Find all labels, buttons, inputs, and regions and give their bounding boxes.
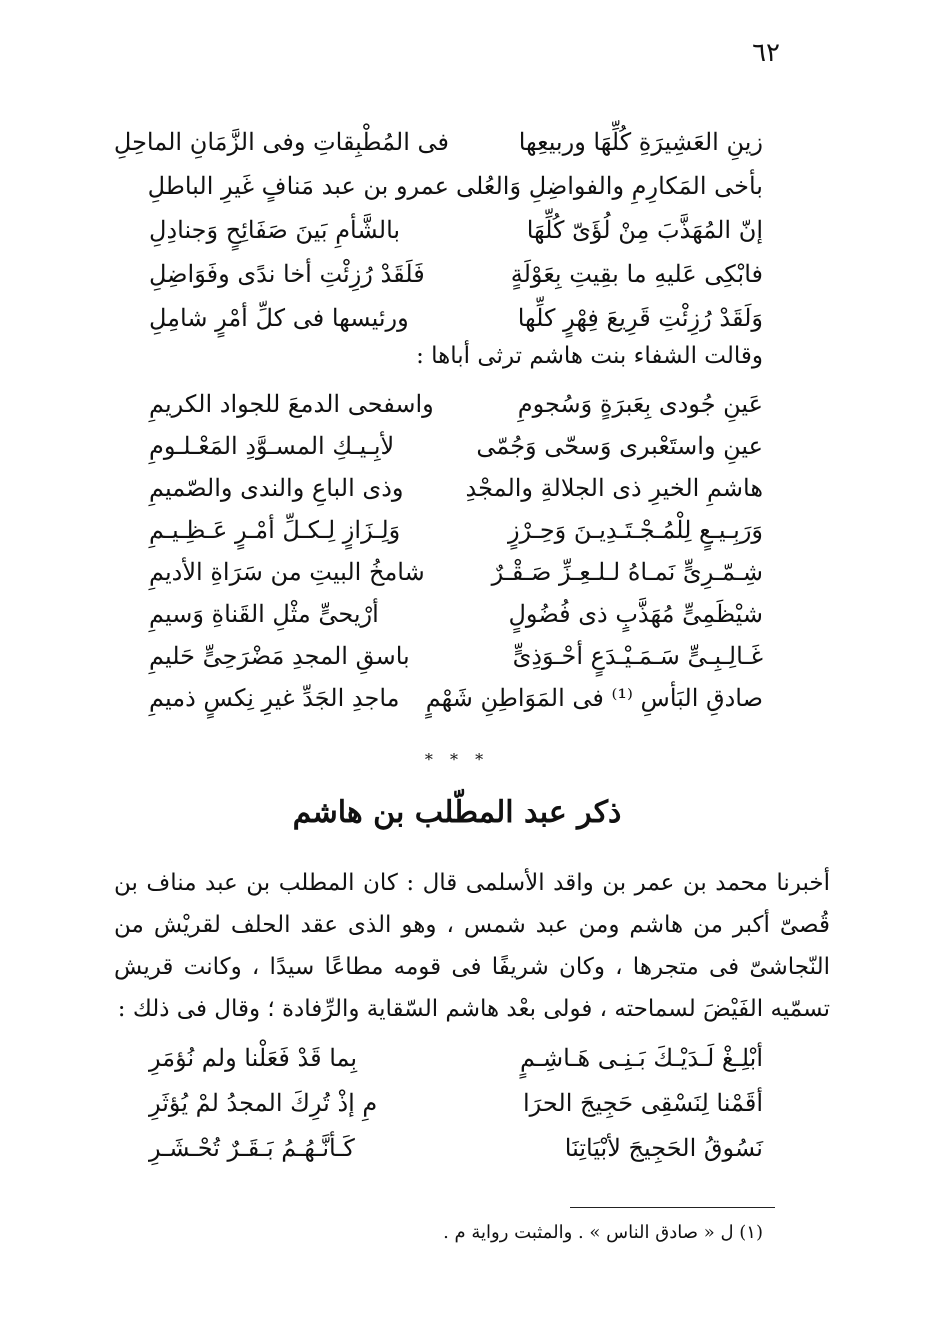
verse [149, 518, 763, 560]
section-title: ذكر عبد المطّلب بن هاشم [292, 795, 622, 830]
footnote-divider [570, 1207, 775, 1208]
second-hemistich: ورئيسها فى كلِّ أمْرٍ شامِلِ [149, 304, 409, 332]
first-hemistich: غَـالِـبِـىٍّ سَـمَـيْـدَعٍ أحْـوَذِىٍّ [512, 642, 763, 670]
verse [149, 434, 763, 476]
first-hemistich: فابْكِى عَليهِ ما بقِيتِ بِعَوْلَةٍ [510, 260, 763, 288]
page-number: ٦٢ [752, 38, 780, 68]
verse [149, 476, 763, 518]
poem-1 [113, 128, 763, 350]
first-hemistich: نَسُوقُ الحَجِيجَ لأبْيَاتِنَا [564, 1134, 763, 1162]
second-hemistich: فَلَقَدْ رُزِئْتِ أخا ندًى وفَوَاضِلِ [149, 260, 425, 288]
first-hemistich: هاشمِ الخيرِ ذى الجلالةِ والمجْدِ [465, 474, 763, 502]
first-hemistich: عينِ واستَعْبرى وَسحّى وَجُمّى [476, 432, 763, 460]
footnote: (١) ل « صادق الناس » . والمثبت رواية م . [443, 1222, 763, 1243]
verse [149, 686, 763, 728]
second-hemistich: مِ إذْ تُرِكَ المجدُ لمْ يُؤثَرِ [149, 1089, 378, 1117]
second-hemistich: باسقِ المجدِ مَضْرَحِىٍّ حَليمِ [149, 642, 410, 670]
first-hemistich: صادقِ البَأسِ ⁽¹⁾ فى المَوَاطِنِ شَهْمٍ [425, 684, 763, 712]
second-hemistich: وذى الباعِ والندى والصّميمِ [149, 474, 404, 502]
first-hemistich: بأخى المَكارِمِ والفواضِلِ وَالعُلى [455, 172, 763, 200]
verse [149, 1046, 763, 1091]
verse [149, 218, 763, 262]
first-hemistich: وَرَبِـيـعٍ لِلْمُـجْـتَـدِيـنَ وَحِـرْزٍ [507, 516, 763, 544]
verse [149, 262, 763, 306]
second-hemistich: شامخُ البيتِ من سَرَاةِ الأديمِ [149, 558, 425, 586]
verse [149, 392, 763, 434]
first-hemistich: عَينِ جُودى بِعَبرَةٍ وَسُجومِ [517, 390, 763, 418]
first-hemistich: شيْظَمِىٍّ مُهَذَّبٍ ذى فُضُولٍ [508, 600, 763, 628]
poem-intro: وقالت الشفاء بنت هاشم ترثى أباها : [416, 343, 763, 369]
verse [149, 602, 763, 644]
poem-3 [149, 1046, 763, 1181]
prose-paragraph: أخبرنا محمد بن عمر بن واقد الأسلمى قال : كان المطلب بن عبد مناف بن قُصىّ أكبر من هاشم ومن عبد شمس ، وهو الذى عقد الحلف لقريْش من النّجاشىّ فى متجرها ، وكان شريفًا فى قومه مطاعًا سيدًا ، وكانت قريش تسمّيه الفَيْضَ لسماحته ، فولى بعْد هاشم السّقاية والرِّفادة ؛ وقال فى ذلك : [114, 870, 830, 1022]
verse [149, 560, 763, 602]
second-hemistich: وَلِـزَازٍ لِـكـلِّ أمْـرٍ عَـظِـيـمِ [149, 516, 401, 544]
second-hemistich: لأبِـيـكِ المسـوَّدِ المَعْـلـومِ [149, 432, 395, 460]
first-hemistich: وَلَقَدْ رُزِئْتِ قَرِيعَ فِهْرٍ كلِّها [517, 304, 763, 332]
second-hemistich: فى المُطْبِقاتِ وفى الزَّمَانِ الماحِلِ [113, 128, 449, 156]
first-hemistich: أبْلِـغْ لَـدَيْـكَ بَـنِـى هَـاشِـمٍ [520, 1044, 763, 1072]
first-hemistich: شِـمّـرِىٍّ نَمـاهُ لـلـعِـزِّ صَـقْـرٌ [491, 558, 763, 586]
second-hemistich: أرْيحىٍّ مثْلِ القَناةِ وَسيمِ [149, 600, 379, 628]
verse [149, 1091, 763, 1136]
second-hemistich: كَـأنَّـهُـمُ بَـقَـرٌ تُحْـشَـرِ [149, 1134, 355, 1162]
verse [149, 1136, 763, 1181]
first-hemistich: أقَمْنا لِنَسْقِى حَجِيجَ الحرَا [522, 1089, 763, 1117]
poem-2 [149, 392, 763, 728]
second-hemistich: عمرو بن عبد مَنافٍ غَيرِ الباطلِ [147, 172, 449, 200]
verse [149, 644, 763, 686]
verse [113, 128, 763, 174]
verse [149, 174, 763, 218]
first-hemistich: إنّ المُهَذَّبَ مِنْ لُؤَىّ كُلِّهَا [526, 216, 763, 244]
section-separator: * * * [424, 750, 490, 769]
second-hemistich: واسفحى الدمعَ للجواد الكريمِ [149, 390, 434, 418]
second-hemistich: ماجدِ الجَدِّ غيرِ نِكسٍ ذميمِ [149, 684, 400, 712]
first-hemistich: زينِ العَشِيرَةِ كُلِّهَا وربيعِها [518, 128, 763, 156]
second-hemistich: بالشَّأمِ بَينَ صَفَائِحٍ وَجنادِلِ [149, 216, 401, 244]
second-hemistich: بِما قَدْ فَعَلْنا ولم نُؤمَرِ [149, 1044, 358, 1072]
